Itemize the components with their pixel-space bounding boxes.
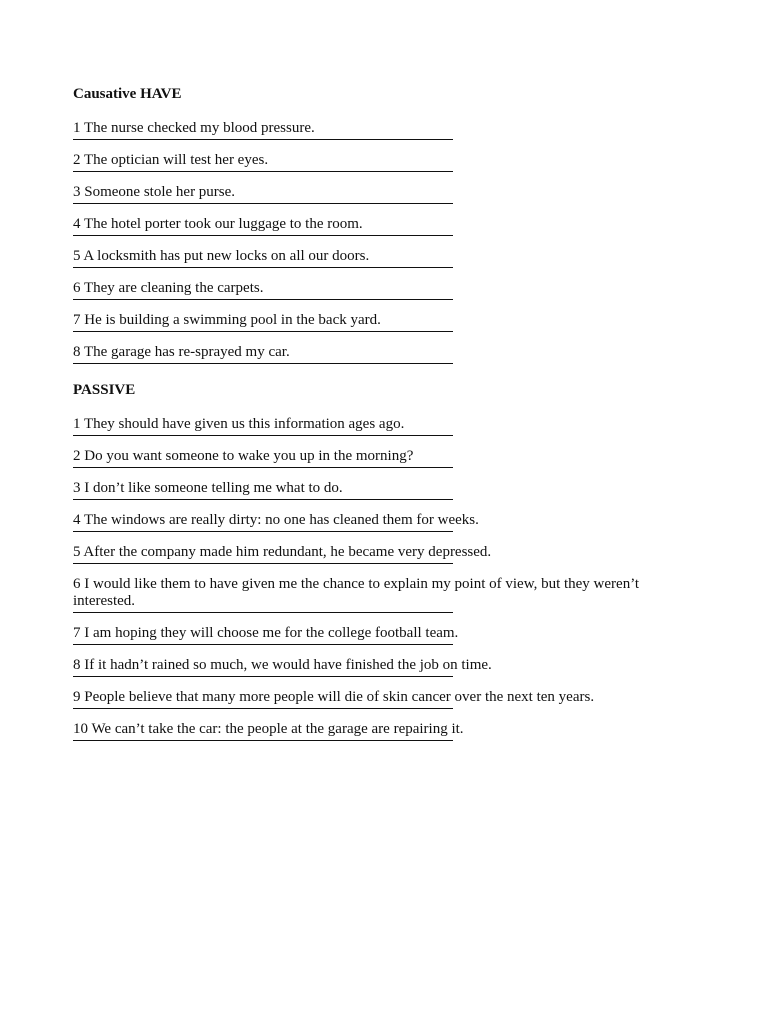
exercise-item <box>73 280 693 300</box>
passive-exercise-list <box>73 416 693 741</box>
answer-line[interactable] <box>73 644 453 645</box>
answer-line[interactable] <box>73 267 453 268</box>
exercise-sentence: 2 Do you want someone to wake you up in the morning? <box>73 448 414 464</box>
exercise-sentence: 1 The nurse checked my blood pressure. <box>73 120 315 136</box>
exercise-item <box>73 416 693 436</box>
exercise-item <box>73 152 693 172</box>
worksheet <box>73 86 693 753</box>
answer-line[interactable] <box>73 171 453 172</box>
exercise-sentence: 4 The windows are really dirty: no one has cleaned them for weeks. <box>73 512 479 528</box>
answer-line[interactable] <box>73 435 453 436</box>
exercise-item <box>73 312 693 332</box>
exercise-sentence: 9 People believe that many more people will die of skin cancer over the next ten years. <box>73 689 595 705</box>
exercise-item <box>73 448 693 468</box>
exercise-sentence: 3 I don’t like someone telling me what to do. <box>73 480 343 496</box>
section-title-causative: Causative HAVE <box>73 86 182 102</box>
answer-line[interactable] <box>73 563 453 564</box>
exercise-sentence: 5 A locksmith has put new locks on all our doors. <box>73 248 370 264</box>
exercise-item <box>73 544 693 564</box>
exercise-item <box>73 120 693 140</box>
causative-exercise-list <box>73 120 693 364</box>
answer-line[interactable] <box>73 235 453 236</box>
exercise-item <box>73 248 693 268</box>
answer-line[interactable] <box>73 299 453 300</box>
exercise-item <box>73 625 693 645</box>
exercise-item <box>73 216 693 236</box>
answer-line[interactable] <box>73 467 453 468</box>
answer-line[interactable] <box>73 499 453 500</box>
answer-line[interactable] <box>73 203 453 204</box>
exercise-item <box>73 480 693 500</box>
exercise-item <box>73 184 693 204</box>
exercise-sentence: 7 I am hoping they will choose me for the college football team. <box>73 625 459 641</box>
answer-line[interactable] <box>73 331 453 332</box>
exercise-sentence: 5 After the company made him redundant, he became very depressed. <box>73 544 492 560</box>
exercise-item <box>73 344 693 364</box>
exercise-sentence: 6 I would like them to have given me the chance to explain my point of view, but they weren’t interested. <box>73 576 640 609</box>
answer-line[interactable] <box>73 139 453 140</box>
exercise-item <box>73 657 693 677</box>
answer-line[interactable] <box>73 708 453 709</box>
section-title-passive: PASSIVE <box>73 382 136 398</box>
exercise-sentence: 3 Someone stole her purse. <box>73 184 236 200</box>
exercise-sentence: 1 They should have given us this information ages ago. <box>73 416 405 432</box>
exercise-sentence: 7 He is building a swimming pool in the back yard. <box>73 312 381 328</box>
exercise-item <box>73 512 693 532</box>
answer-line[interactable] <box>73 363 453 364</box>
answer-line[interactable] <box>73 676 453 677</box>
exercise-sentence: 8 The garage has re-sprayed my car. <box>73 344 290 360</box>
exercise-item <box>73 576 693 613</box>
exercise-sentence: 2 The optician will test her eyes. <box>73 152 269 168</box>
answer-line[interactable] <box>73 740 453 741</box>
exercise-sentence: 10 We can’t take the car: the people at the garage are repairing it. <box>73 721 464 737</box>
exercise-item <box>73 721 693 741</box>
exercise-item <box>73 689 693 709</box>
causative-section <box>73 86 693 364</box>
exercise-sentence: 8 If it hadn’t rained so much, we would have finished the job on time. <box>73 657 492 673</box>
answer-line[interactable] <box>73 531 453 532</box>
exercise-sentence: 4 The hotel porter took our luggage to the room. <box>73 216 363 232</box>
answer-line[interactable] <box>73 612 453 613</box>
exercise-sentence: 6 They are cleaning the carpets. <box>73 280 264 296</box>
passive-section <box>73 382 693 741</box>
